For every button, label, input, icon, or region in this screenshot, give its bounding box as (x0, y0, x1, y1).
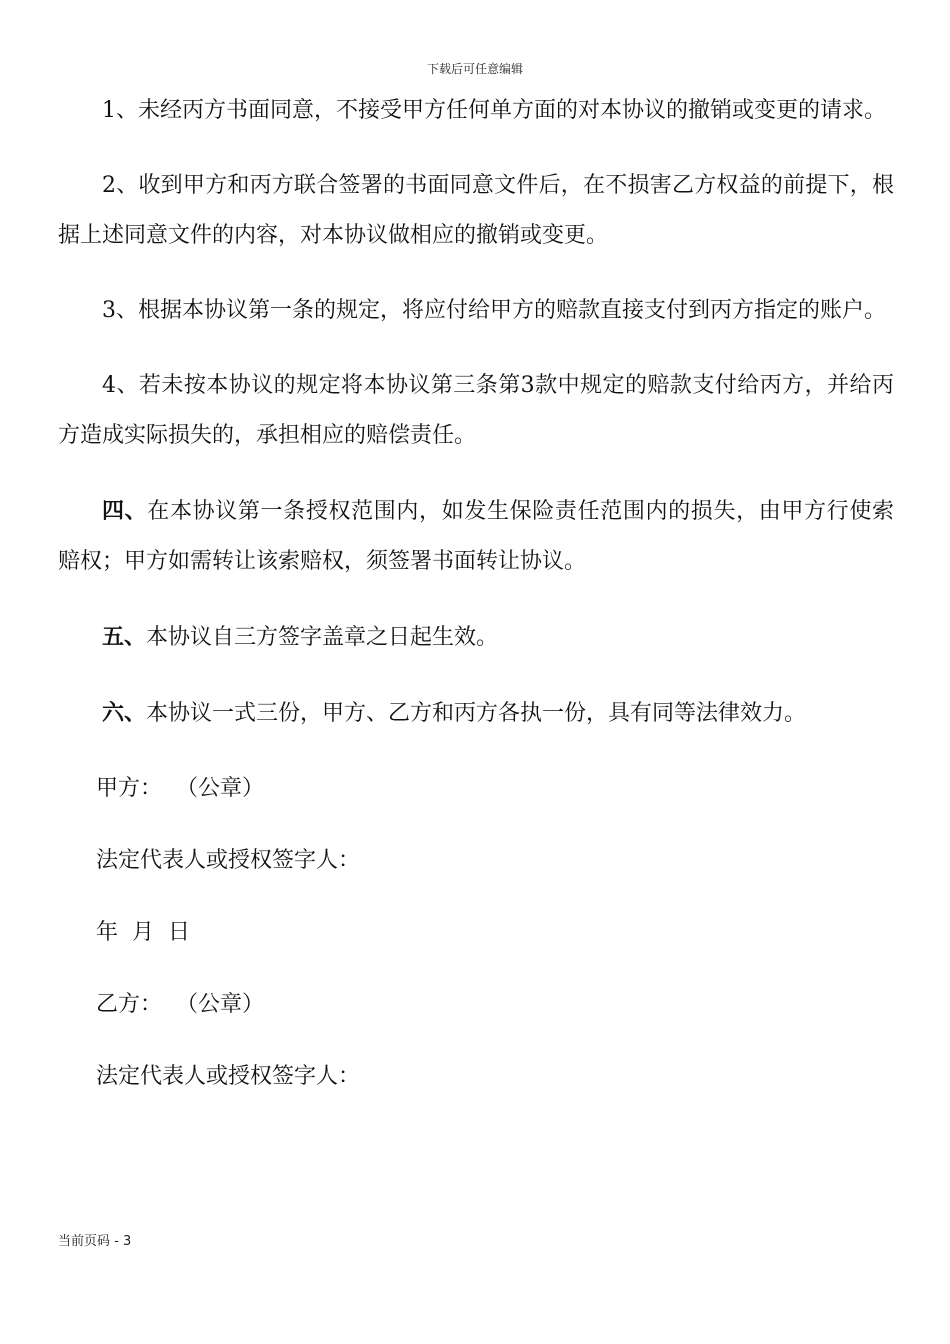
clause-1: 1、未经丙方书面同意，不接受甲方任何单方面的对本协议的撤销或变更的请求。 (102, 98, 886, 123)
article-6 (58, 688, 894, 739)
article-5-text: 本协议自三方签字盖章之日起生效。 (146, 625, 499, 650)
party-a-representative: 法定代表人或授权签字人： (96, 848, 361, 873)
article-5-number: 五、 (102, 624, 147, 650)
article-6-text: 本协议一式三份，甲方、乙方和丙方各执一份，具有同等法律效力。 (146, 701, 807, 726)
article-4-number: 四、 (102, 498, 148, 524)
clause-2: 2、收到甲方和丙方联合签署的书面同意文件后，在不损害乙方权益的前提下，根据上述同意文件的内容，对本协议做相应的撤销或变更。 (58, 173, 894, 248)
article-4-text: 在本协议第一条授权范围内，如发生保险责任范围内的损失，由甲方行使索赔权；甲方如需转让该索赔权，须签署书面转让协议。 (58, 499, 894, 574)
article-4 (58, 486, 894, 587)
party-b-seal: 乙方： （公章） (96, 992, 264, 1017)
page-number: 当前页码 - 3 (58, 1234, 132, 1249)
clause-4: 4、若未按本协议的规定将本协议第三条第3款中规定的赔款支付给丙方，并给丙方造成实际损失的，承担相应的赔偿责任。 (58, 373, 894, 448)
party-b-representative: 法定代表人或授权签字人： (96, 1064, 361, 1089)
article-5 (58, 612, 894, 663)
party-a-seal: 甲方： （公章） (96, 776, 264, 801)
party-a-date: 年 月 日 (96, 920, 190, 945)
article-6-number: 六、 (102, 700, 147, 726)
document-body (58, 86, 894, 1124)
page-header: 下载后可任意编辑 (426, 62, 523, 76)
clause-3: 3、根据本协议第一条的规定，将应付给甲方的赔款直接支付到丙方指定的账户。 (102, 298, 886, 323)
